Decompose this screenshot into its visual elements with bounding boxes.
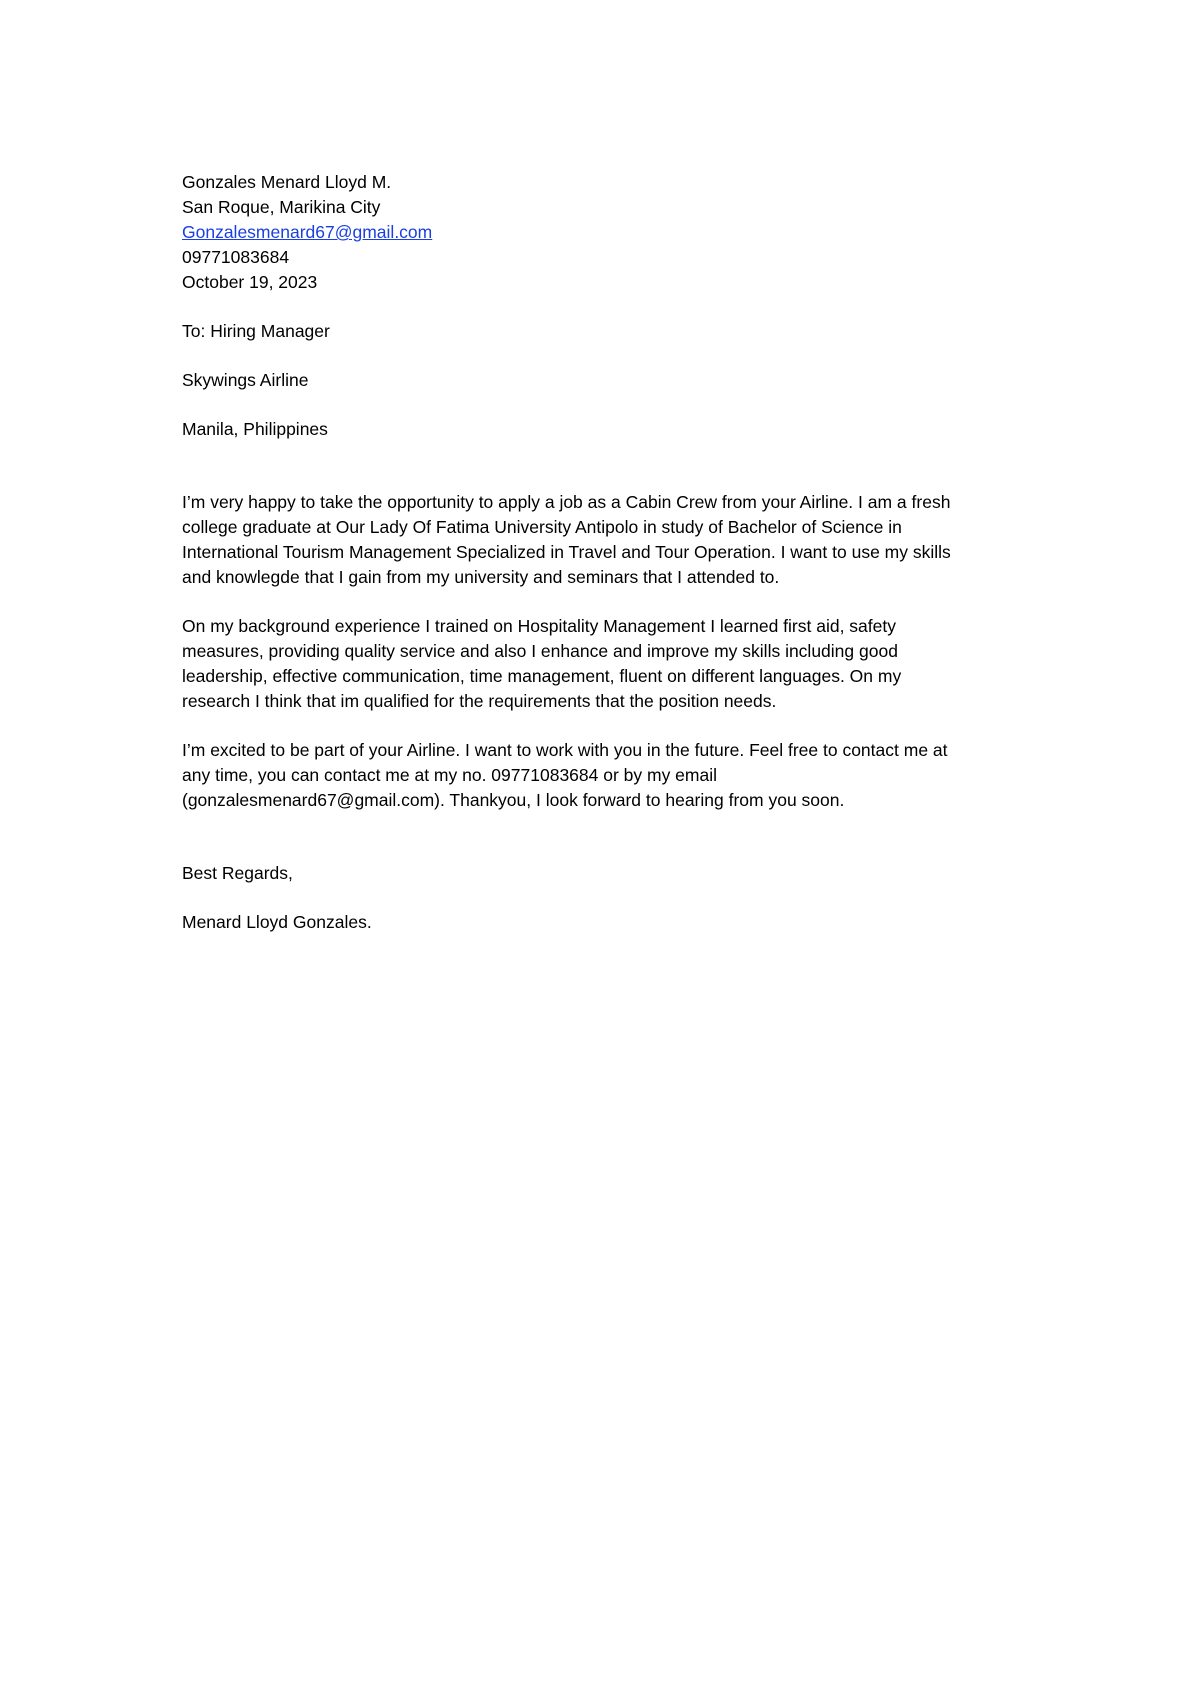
paragraph-line: leadership, effective communication, time management, fluent on different languages. On my [182,666,902,686]
spacer [182,813,1032,861]
paragraph-line: I’m very happy to take the opportunity to apply a job as a Cabin Crew from your Airline. I am a fresh [182,492,951,512]
body-paragraph-1 [182,490,1032,590]
sender-block [182,170,1032,295]
body-paragraph-2 [182,614,1032,714]
closing-signature: Menard Lloyd Gonzales. [182,912,372,932]
paragraph-line: and knowlegde that I gain from my university and seminars that I attended to. [182,567,780,587]
spacer [182,344,1032,368]
spacer [182,442,1032,490]
paragraph-line: any time, you can contact me at my no. 09771083684 or by my email [182,765,718,785]
recipient-company: Skywings Airline [182,370,309,390]
paragraph-line: (gonzalesmenard67@gmail.com). Thankyou, I look forward to hearing from you soon. [182,790,845,810]
paragraph-line: measures, providing quality service and also I enhance and improve my skills including good [182,641,898,661]
sender-address: San Roque, Marikina City [182,197,381,217]
spacer [182,714,1032,738]
cover-letter [182,170,1032,935]
spacer [182,886,1032,910]
paragraph-line: On my background experience I trained on Hospitality Management I learned first aid, safety [182,616,896,636]
paragraph-line: college graduate at Our Lady Of Fatima University Antipolo in study of Bachelor of Science in [182,517,902,537]
spacer [182,590,1032,614]
recipient-location: Manila, Philippines [182,419,328,439]
recipient-to: To: Hiring Manager [182,321,330,341]
closing-salutation: Best Regards, [182,863,293,883]
sender-email-line [182,220,1032,245]
paragraph-line: International Tourism Management Specialized in Travel and Tour Operation. I want to use my skills [182,542,951,562]
sender-email-link[interactable]: Gonzalesmenard67@gmail.com [182,222,433,242]
letter-date: October 19, 2023 [182,272,318,292]
paragraph-line: research I think that im qualified for the requirements that the position needs. [182,691,777,711]
sender-name: Gonzales Menard Lloyd M. [182,172,392,192]
paragraph-line: I’m excited to be part of your Airline. I want to work with you in the future. Feel free to contact me at [182,740,948,760]
sender-phone: 09771083684 [182,247,290,267]
spacer [182,295,1032,319]
body-paragraph-3 [182,738,1032,813]
spacer [182,393,1032,417]
